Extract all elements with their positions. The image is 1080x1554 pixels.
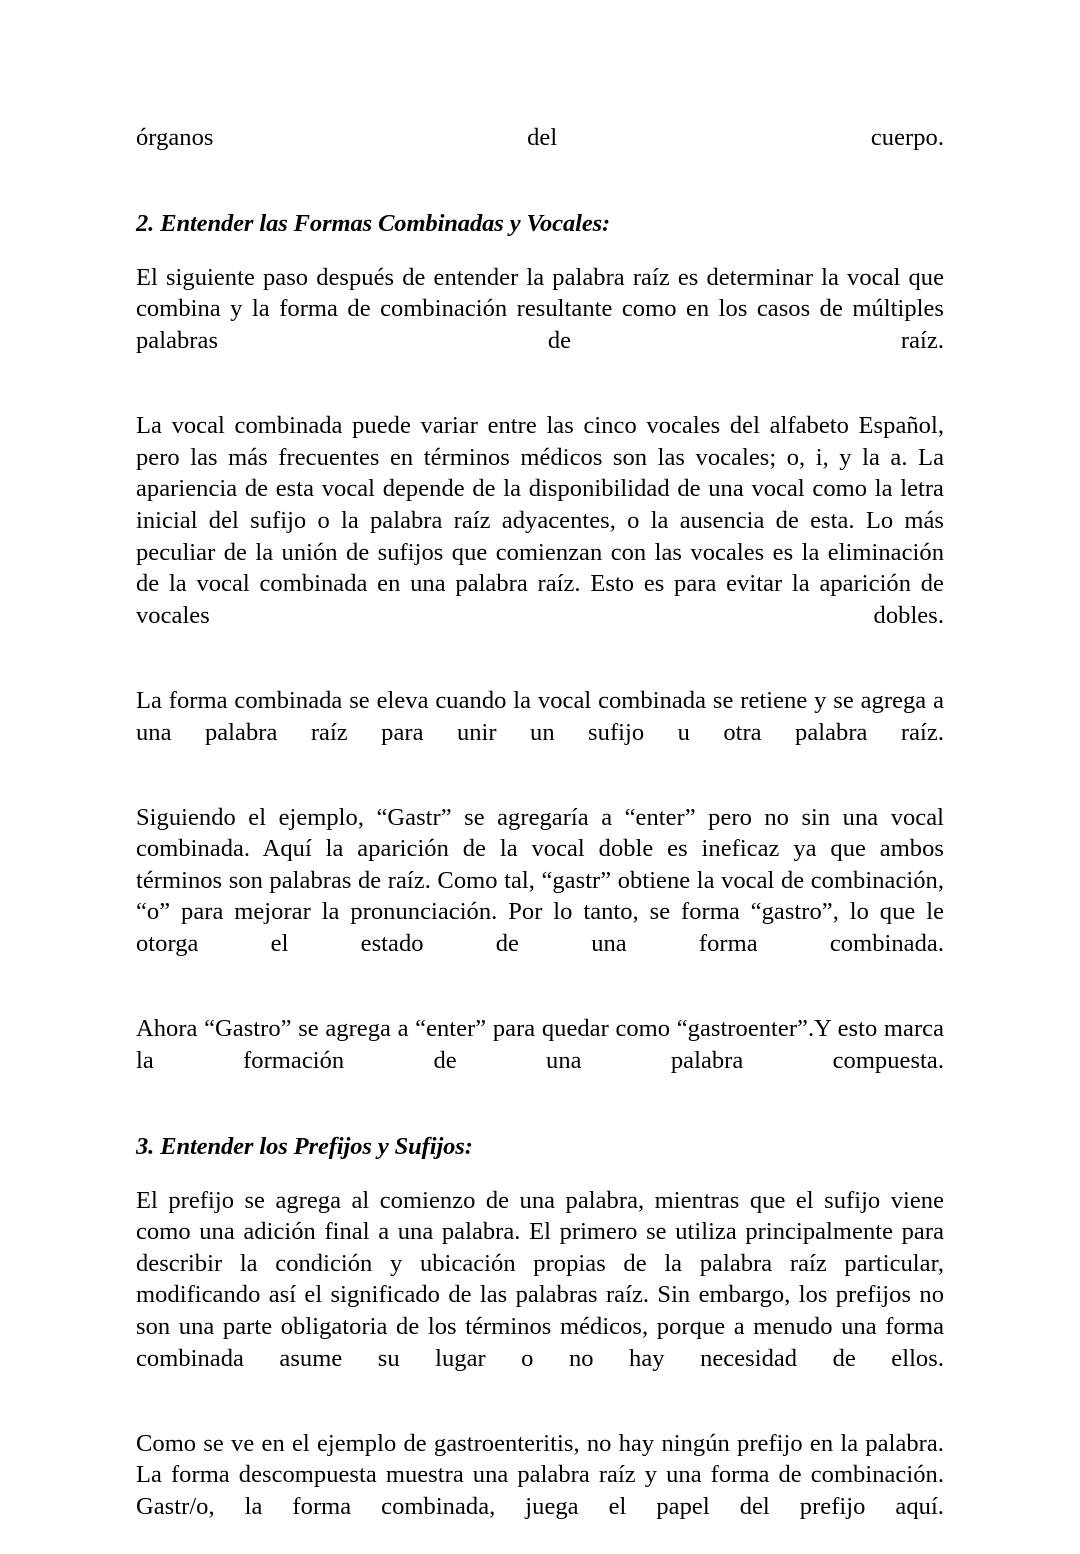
spacer — [136, 663, 944, 685]
spacer — [136, 1108, 944, 1131]
spacer — [136, 185, 944, 208]
spacer — [136, 1406, 944, 1428]
paragraph-2-1: El siguiente paso después de entender la palabra raíz es determinar la vocal que combina y la forma de combinación resultante como en los casos de múltiples palabras de raíz. — [136, 263, 944, 354]
heading-section-2: 2. Entender las Formas Combinadas y Vocales: — [136, 210, 611, 238]
spacer — [136, 780, 944, 802]
heading-section-3: 3. Entender los Prefijos y Sufijos: — [136, 1133, 473, 1161]
spacer — [136, 240, 944, 262]
paragraph-2-4: Siguiendo el ejemplo, “Gastr” se agregaría a “enter” pero no sin una vocal combinada. Aquí la aparición de la vocal doble es ineficaz ya que ambos términos son palabras de raíz. Como tal, “gastr” obtiene la vocal de combinación, “o” para mejorar la pronunciación. Por lo tanto, se forma “gastro”, lo que le otorga el estado de una forma combinada. — [136, 803, 944, 958]
spacer — [136, 991, 944, 1013]
paragraph-continuation: órganos del cuerpo. — [136, 124, 944, 151]
paragraph-3-1: El prefijo se agrega al comienzo de una palabra, mientras que el sufijo viene como una adición final a una palabra. El primero se utiliza principalmente para describir la condición y ubicación propias de la palabra raíz particular, modificando así el significado de las palabras raíz. Sin embargo, los prefijos no son una parte obligatoria de los términos médicos, porque a menudo una forma combinada asume su lugar o no hay necesidad de ellos. — [136, 1186, 944, 1372]
paragraph-2-3: La forma combinada se eleva cuando la vocal combinada se retiene y se agrega a una palabra raíz para unir un sufijo u otra palabra raíz. — [136, 686, 944, 746]
paragraph-2-5: Ahora “Gastro” se agrega a “enter” para quedar como “gastroenter”.Y esto marca la formación de una palabra compuesta. — [136, 1015, 944, 1074]
spacer — [136, 1163, 944, 1185]
spacer — [136, 388, 944, 410]
document-content — [136, 122, 944, 1554]
paragraph-2-2: La vocal combinada puede variar entre las cinco vocales del alfabeto Español, pero las más frecuentes en términos médicos son las vocales; o, i, y la a. La apariencia de esta vocal depende de la disponibilidad de una vocal como la letra inicial del sufijo o la palabra raíz adyacentes, o la ausencia de esta. Lo más peculiar de la unión de sufijos que comienzan con las vocales es la eliminación de la vocal combinada en una palabra raíz. Esto es para evitar la aparición de vocales dobles. — [136, 412, 944, 629]
paragraph-3-2: Como se ve en el ejemplo de gastroenteritis, no hay ningún prefijo en la palabra. La forma descompuesta muestra una palabra raíz y una forma de combinación. Gastr/o, la forma combinada, juega el papel del prefijo aquí. — [136, 1429, 944, 1520]
